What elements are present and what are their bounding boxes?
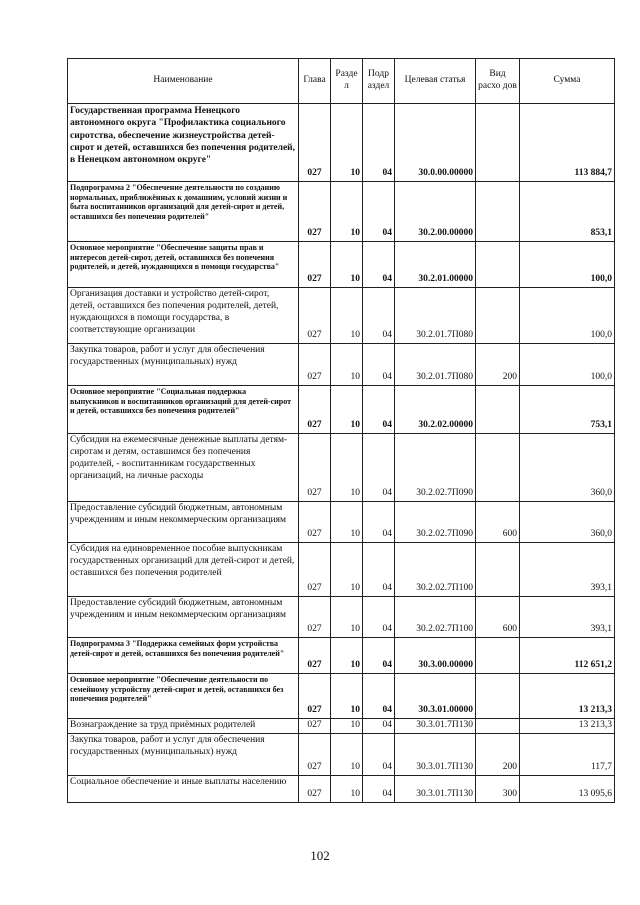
- table-row: [68, 502, 615, 543]
- row-name: Государственная программа Ненецкого автономного округа "Профилактика социального сиротства, обеспечение жизнеустройства детей-сирот и детей, оставшихся без попечения родителей, в Ненецком автономном округе": [68, 104, 299, 182]
- row-type: [476, 719, 520, 734]
- table-row: [68, 776, 615, 803]
- row-subsection: 04: [363, 434, 395, 502]
- row-section: 10: [331, 386, 363, 434]
- row-sum: 117,7: [520, 734, 615, 776]
- row-chapter: 027: [299, 288, 331, 344]
- row-target: 30.2.02.7П100: [395, 597, 476, 638]
- row-target: 30.2.01.7П080: [395, 344, 476, 386]
- row-type: [476, 638, 520, 674]
- row-section: 10: [331, 182, 363, 242]
- row-subsection: 04: [363, 242, 395, 288]
- row-sum: 360,0: [520, 434, 615, 502]
- header-sum: Сумма: [520, 59, 615, 104]
- row-type: [476, 543, 520, 597]
- row-sum: 113 884,7: [520, 104, 615, 182]
- row-type: [476, 288, 520, 344]
- row-name: Основное мероприятие "Социальная поддержка выпускников и воспитанников организаций для детей-сирот и детей, оставшихся без попечения родителей": [68, 386, 299, 434]
- row-target: 30.2.01.00000: [395, 242, 476, 288]
- row-subsection: 04: [363, 543, 395, 597]
- row-sum: 753,1: [520, 386, 615, 434]
- table-row: [68, 597, 615, 638]
- row-subsection: 04: [363, 776, 395, 803]
- row-target: 30.2.02.7П090: [395, 434, 476, 502]
- row-sum: 13 213,3: [520, 674, 615, 719]
- row-target: 30.0.00.00000: [395, 104, 476, 182]
- row-subsection: 04: [363, 502, 395, 543]
- row-target: 30.2.02.7П100: [395, 543, 476, 597]
- row-chapter: 027: [299, 776, 331, 803]
- table-row: [68, 434, 615, 502]
- row-name: Субсидия на единовременное пособие выпускникам государственных организаций для детей-сирот и детей, оставшихся без попечения родителей: [68, 543, 299, 597]
- row-name: Организация доставки и устройство детей-сирот, детей, оставшихся без попечения родителей, детей, нуждающихся в помощи государства, в соответствующие организации: [68, 288, 299, 344]
- row-subsection: 04: [363, 719, 395, 734]
- row-section: 10: [331, 288, 363, 344]
- row-chapter: 027: [299, 242, 331, 288]
- row-section: 10: [331, 434, 363, 502]
- row-subsection: 04: [363, 674, 395, 719]
- row-type: 200: [476, 734, 520, 776]
- row-sum: 360,0: [520, 502, 615, 543]
- row-subsection: 04: [363, 182, 395, 242]
- row-chapter: 027: [299, 597, 331, 638]
- row-chapter: 027: [299, 719, 331, 734]
- row-section: 10: [331, 719, 363, 734]
- row-target: 30.2.02.00000: [395, 386, 476, 434]
- row-sum: 853,1: [520, 182, 615, 242]
- table-row: [68, 288, 615, 344]
- row-name: Основное мероприятие "Обеспечение деятельности по семейному устройству детей-сирот и детей, оставшихся без попечения родителей": [68, 674, 299, 719]
- row-target: 30.2.01.7П080: [395, 288, 476, 344]
- header-chapter: Глава: [299, 59, 331, 104]
- table-row: [68, 674, 615, 719]
- row-sum: 100,0: [520, 242, 615, 288]
- row-sum: 393,1: [520, 543, 615, 597]
- row-chapter: 027: [299, 502, 331, 543]
- row-name: Закупка товаров, работ и услуг для обеспечения государственных (муниципальных) нужд: [68, 344, 299, 386]
- row-type: [476, 386, 520, 434]
- row-sum: 112 651,2: [520, 638, 615, 674]
- row-name: Основное мероприятие "Обеспечение защиты прав и интересов детей-сирот, детей, оставшихся без попечения родителей, и детей, нуждающихся в помощи государства": [68, 242, 299, 288]
- row-chapter: 027: [299, 434, 331, 502]
- row-name: Социальное обеспечение и иные выплаты населению: [68, 776, 299, 803]
- row-name: Вознаграждение за труд приёмных родителей: [68, 719, 299, 734]
- budget-table: [67, 58, 615, 803]
- header-section: Разде л: [331, 59, 363, 104]
- row-subsection: 04: [363, 386, 395, 434]
- row-target: 30.3.01.7П130: [395, 719, 476, 734]
- row-target: 30.2.00.00000: [395, 182, 476, 242]
- table-row: [68, 104, 615, 182]
- table-row: [68, 386, 615, 434]
- row-type: 600: [476, 597, 520, 638]
- row-type: [476, 242, 520, 288]
- row-target: 30.3.01.7П130: [395, 776, 476, 803]
- row-type: 600: [476, 502, 520, 543]
- row-section: 10: [331, 734, 363, 776]
- row-name: Подпрограмма 3 "Поддержка семейных форм устройства детей-сирот и детей, оставшихся без попечения родителей": [68, 638, 299, 674]
- page-number: 102: [310, 848, 330, 863]
- header-type: Вид расхо дов: [476, 59, 520, 104]
- row-section: 10: [331, 543, 363, 597]
- row-type: [476, 434, 520, 502]
- row-section: 10: [331, 776, 363, 803]
- row-chapter: 027: [299, 543, 331, 597]
- header-row: [68, 59, 615, 104]
- row-sum: 13 213,3: [520, 719, 615, 734]
- row-sum: 13 095,6: [520, 776, 615, 803]
- row-sum: 100,0: [520, 344, 615, 386]
- row-chapter: 027: [299, 638, 331, 674]
- row-section: 10: [331, 242, 363, 288]
- row-chapter: 027: [299, 344, 331, 386]
- row-section: 10: [331, 638, 363, 674]
- table-row: [68, 543, 615, 597]
- row-sum: 100,0: [520, 288, 615, 344]
- row-name: Предоставление субсидий бюджетным, автономным учреждениям и иным некоммерческим организациям: [68, 502, 299, 543]
- header-subsection: Подр аздел: [363, 59, 395, 104]
- row-name: Закупка товаров, работ и услуг для обеспечения государственных (муниципальных) нужд: [68, 734, 299, 776]
- row-target: 30.3.01.7П130: [395, 734, 476, 776]
- row-target: 30.2.02.7П090: [395, 502, 476, 543]
- row-subsection: 04: [363, 638, 395, 674]
- row-section: 10: [331, 104, 363, 182]
- row-chapter: 027: [299, 182, 331, 242]
- header-target: Целевая статья: [395, 59, 476, 104]
- row-type: [476, 182, 520, 242]
- row-subsection: 04: [363, 597, 395, 638]
- row-chapter: 027: [299, 734, 331, 776]
- row-type: 200: [476, 344, 520, 386]
- row-chapter: 027: [299, 104, 331, 182]
- row-section: 10: [331, 674, 363, 719]
- table-row: [68, 242, 615, 288]
- row-section: 10: [331, 597, 363, 638]
- row-subsection: 04: [363, 734, 395, 776]
- row-section: 10: [331, 502, 363, 543]
- header-name: Наименование: [68, 59, 299, 104]
- row-name: Подпрограмма 2 "Обеспечение деятельности по созданию нормальных, приближённых к домашним, условий жизни и быта воспитанников организаций для детей-сирот и детей, оставшихся без попечения родителей": [68, 182, 299, 242]
- row-name: Субсидия на ежемесячные денежные выплаты детям-сиротам и детям, оставшимся без попечения родителей, - воспитанникам государственных организаций, на личные расходы: [68, 434, 299, 502]
- row-target: 30.3.01.00000: [395, 674, 476, 719]
- row-chapter: 027: [299, 674, 331, 719]
- table-row: [68, 719, 615, 734]
- row-type: [476, 104, 520, 182]
- table-row: [68, 638, 615, 674]
- row-chapter: 027: [299, 386, 331, 434]
- table-row: [68, 734, 615, 776]
- row-subsection: 04: [363, 288, 395, 344]
- row-type: 300: [476, 776, 520, 803]
- row-name: Предоставление субсидий бюджетным, автономным учреждениям и иным некоммерческим организациям: [68, 597, 299, 638]
- row-target: 30.3.00.00000: [395, 638, 476, 674]
- table-row: [68, 344, 615, 386]
- row-subsection: 04: [363, 344, 395, 386]
- row-sum: 393,1: [520, 597, 615, 638]
- table-row: [68, 182, 615, 242]
- row-subsection: 04: [363, 104, 395, 182]
- row-type: [476, 674, 520, 719]
- row-section: 10: [331, 344, 363, 386]
